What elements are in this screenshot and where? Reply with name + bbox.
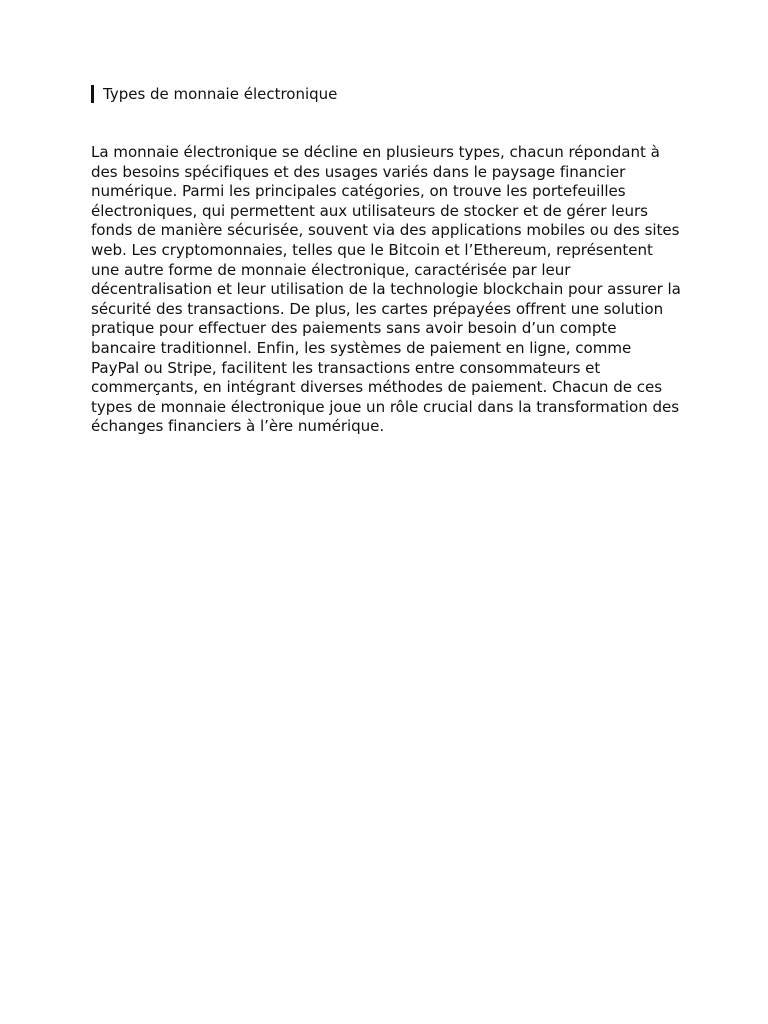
section-heading: [91, 85, 337, 103]
body-paragraph: La monnaie électronique se décline en plusieurs types, chacun répondant à des besoins spécifiques et des usages variés dans le paysage financier numérique. Parmi les principales catégories, on trouve les portefeuilles électroniques, qui permettent aux utilisateurs de stocker et de gérer leurs fonds de manière sécurisée, souvent via des applications mobiles ou des sites web. Les cryptomonnaies, telles que le Bitcoin et l’Ethereum, représentent une autre forme de monnaie électronique, caractérisée par leur décentralisation et leur utilisation de la technologie blockchain pour assurer la sécurité des transactions. De plus, les cartes prépayées offrent une solution pratique pour effectuer des paiements sans avoir besoin d’un compte bancaire traditionnel. Enfin, les systèmes de paiement en ligne, comme PayPal ou Stripe, facilitent les transactions entre consommateurs et commerçants, en intégrant diverses méthodes de paiement. Chacun de ces types de monnaie électronique joue un rôle crucial dans la transformation des échanges financiers à l’ère numérique.: [91, 143, 681, 436]
heading-text: Types de monnaie électronique: [103, 85, 338, 103]
heading-accent-bar: [91, 85, 94, 103]
